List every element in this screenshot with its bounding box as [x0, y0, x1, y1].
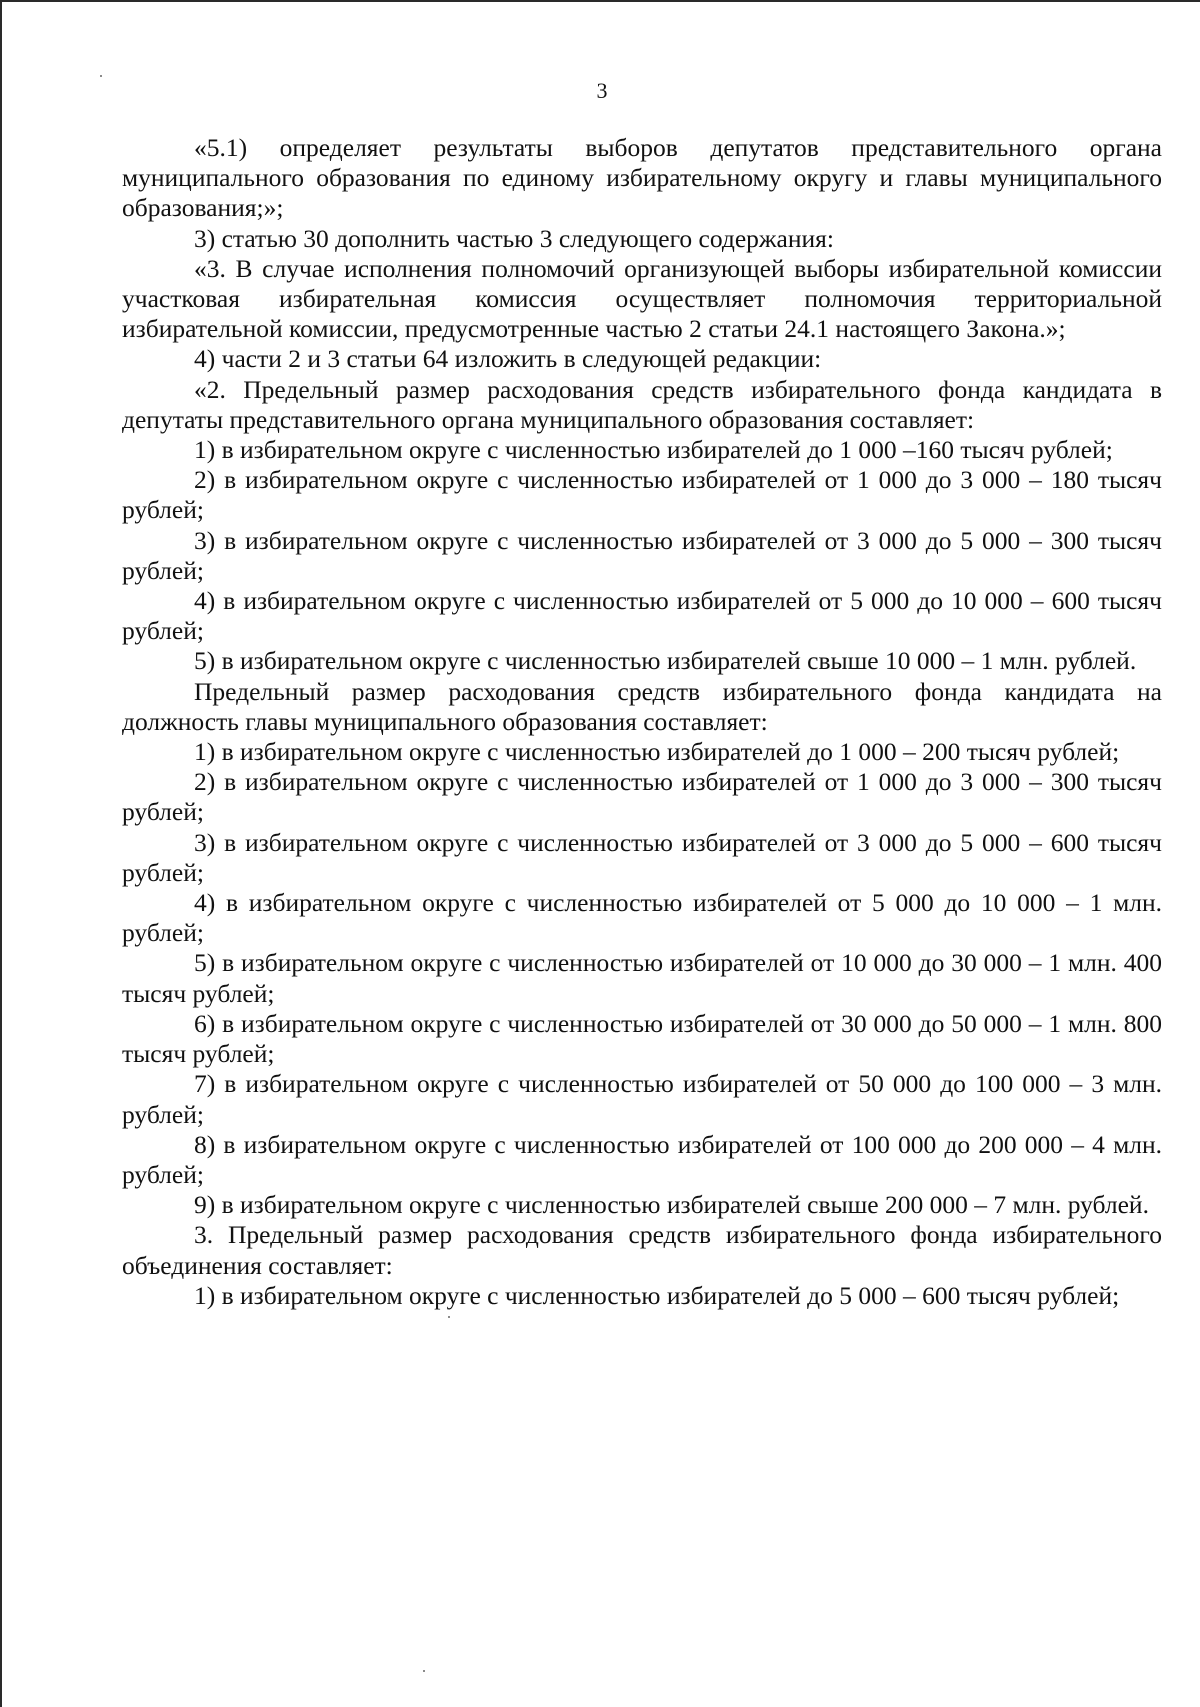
- list-item-head-8: 8) в избирательном округе с численностью избирателей от 100 000 до 200 000 – 4 млн. рублей;: [122, 1129, 1162, 1189]
- list-item-deputies-2: 2) в избирательном округе с численностью избирателей от 1 000 до 3 000 – 180 тысяч рублей;: [122, 465, 1162, 525]
- list-item-deputies-4: 4) в избирательном округе с численностью избирателей от 5 000 до 10 000 – 600 тысяч рублей;: [122, 586, 1162, 646]
- list-item-head-6: 6) в избирательном округе с численностью избирателей от 30 000 до 50 000 – 1 млн. 800 тысяч рублей;: [122, 1008, 1162, 1069]
- list-item-head-5: 5) в избирательном округе с численностью избирателей от 10 000 до 30 000 – 1 млн. 400 тысяч рублей;: [122, 948, 1162, 1008]
- list-item-deputies-5: 5) в избирательном округе с численностью избирателей свыше 10 000 – 1 млн. рублей.: [194, 646, 1137, 676]
- paragraph-part-2-deputies: «2. Предельный размер расходования средств избирательного фонда кандидата в депутаты представительного органа муниципального образования составляет:: [122, 374, 1162, 434]
- paragraph-amend-3: 3) статью 30 дополнить частью 3 следующего содержания:: [194, 223, 834, 253]
- document-body: [122, 133, 1162, 1311]
- page-number: 3: [596, 78, 608, 103]
- list-item-deputies-3: 3) в избирательном округе с численностью избирателей от 3 000 до 5 000 – 300 тысяч рублей;: [122, 525, 1162, 585]
- list-item-head-4: 4) в избирательном округе с численностью избирателей от 5 000 до 10 000 – 1 млн. рублей;: [122, 888, 1162, 948]
- paragraph-part-3-association: 3. Предельный размер расходования средств избирательного фонда избирательного объединения составляет:: [122, 1220, 1162, 1280]
- list-item-head-7: 7) в избирательном округе с численностью избирателей от 50 000 до 100 000 – 3 млн. рублей;: [122, 1069, 1162, 1129]
- paragraph-amend-4: 4) части 2 и 3 статьи 64 изложить в следующей редакции:: [194, 344, 822, 374]
- scan-speck: [448, 1316, 450, 1318]
- list-item-head-3: 3) в избирательном округе с численностью избирателей от 3 000 до 5 000 – 600 тысяч рублей;: [122, 827, 1162, 887]
- paragraph-head-limits: Предельный размер расходования средств избирательного фонда кандидата на должность главы муниципального образования составляет:: [122, 676, 1162, 736]
- scan-speck: [100, 75, 102, 77]
- list-item-deputies-1: 1) в избирательном округе с численностью избирателей до 1 000 –160 тысяч рублей;: [194, 435, 1113, 465]
- list-item-association-1: 1) в избирательном округе с численностью избирателей до 5 000 – 600 тысяч рублей;: [194, 1280, 1120, 1310]
- list-item-head-9: 9) в избирательном округе с численностью избирателей свыше 200 000 – 7 млн. рублей.: [194, 1190, 1149, 1220]
- list-item-head-1: 1) в избирательном округе с численностью избирателей до 1 000 – 200 тысяч рублей;: [194, 737, 1120, 767]
- paragraph-part-3: «3. В случае исполнения полномочий организующей выборы избирательной комиссии участковая избирательная комиссия осуществляет полномочия территориальной избирательной комиссии, предусмотренные частью 2 статьи 24.1 настоящего Закона.»;: [122, 253, 1162, 344]
- scan-speck: [423, 1670, 425, 1672]
- list-item-head-2: 2) в избирательном округе с численностью избирателей от 1 000 до 3 000 – 300 тысяч рублей;: [122, 767, 1162, 827]
- paragraph-5-1: «5.1) определяет результаты выборов депутатов представительного органа муниципального образования по единому избирательному округу и главы муниципального образования;»;: [122, 133, 1162, 223]
